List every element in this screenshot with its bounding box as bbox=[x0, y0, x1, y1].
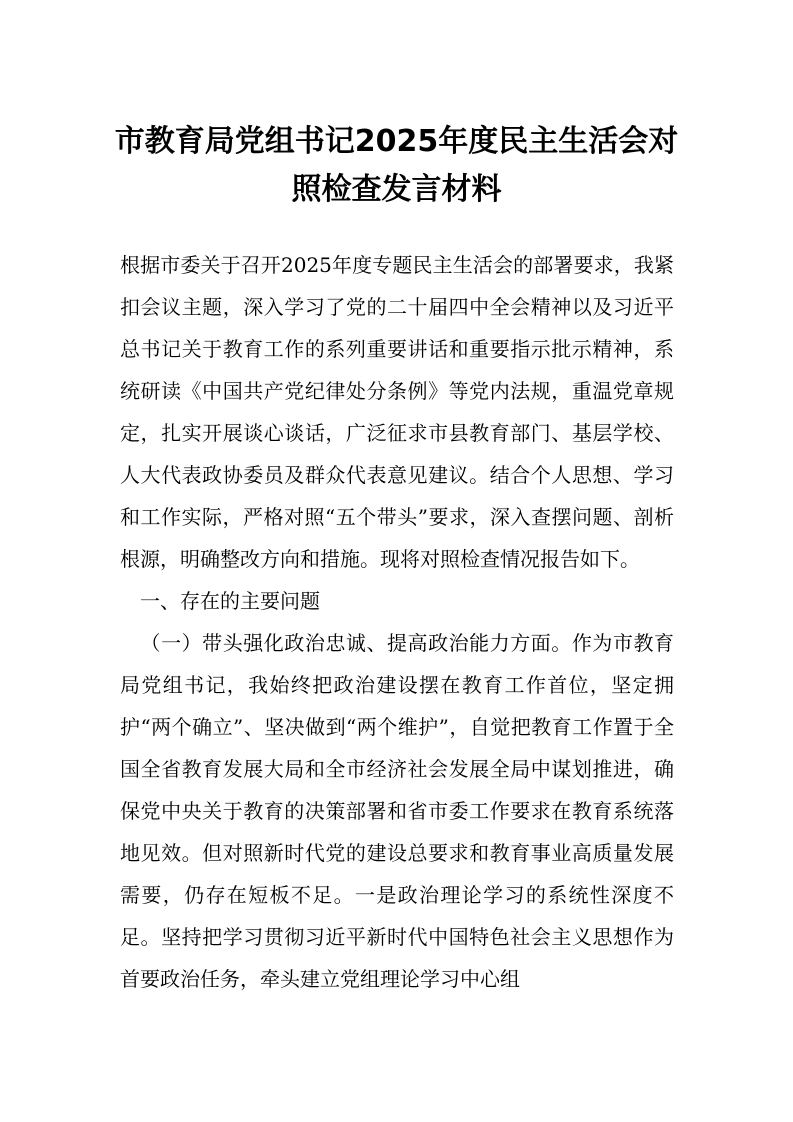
subsection-paragraph-text: （一）带头强化政治忠诚、提高政治能力方面。作为市教育局党组书记，我始终把政治建设摆在教育工作首位，坚定拥护“两个确立”、坚决做到“两个维护”，自觉把教育工作置于全国全省教育发展大局和全市经济社会发展全局中谋划推进，确保党中央关于教育的决策部署和省市委工作要求在教育系统落地见效。但对照新时代党的建设总要求和教育事业高质量发展需要，仍存在短板不足。一是政治理论学习的系统性深度不足。坚持把学习贯彻习近平新时代中国特色社会主义思想作为首要政治任务，牵头建立党组理论学习中心组 bbox=[120, 631, 674, 991]
section-heading-text: 一、存在的主要问题 bbox=[140, 589, 320, 613]
subsection-paragraph bbox=[120, 622, 674, 1000]
title-line-1: 市教育局党组书记2025年度民主生活会对 bbox=[114, 124, 679, 159]
title-line-2: 照检查发言材料 bbox=[291, 172, 502, 207]
intro-paragraph: 根据市委关于召开2025年度专题民主生活会的部署要求，我紧扣会议主题，深入学习了党的二十届四中全会精神以及习近平总书记关于教育工作的系列重要讲话和重要指示批示精神，系统研读《中国共产党纪律处分条例》等党内法规，重温党章规定，扎实开展谈心谈话，广泛征求市县教育部门、基层学校、人大代表政协委员及群众代表意见建议。结合个人思想、学习和工作实际，严格对照“五个带头”要求，深入查摆问题、剖析根源，明确整改方向和措施。现将对照检查情况报告如下。 bbox=[120, 253, 674, 571]
section-heading bbox=[120, 580, 674, 622]
document-body bbox=[120, 244, 674, 1000]
document-title bbox=[100, 118, 693, 214]
